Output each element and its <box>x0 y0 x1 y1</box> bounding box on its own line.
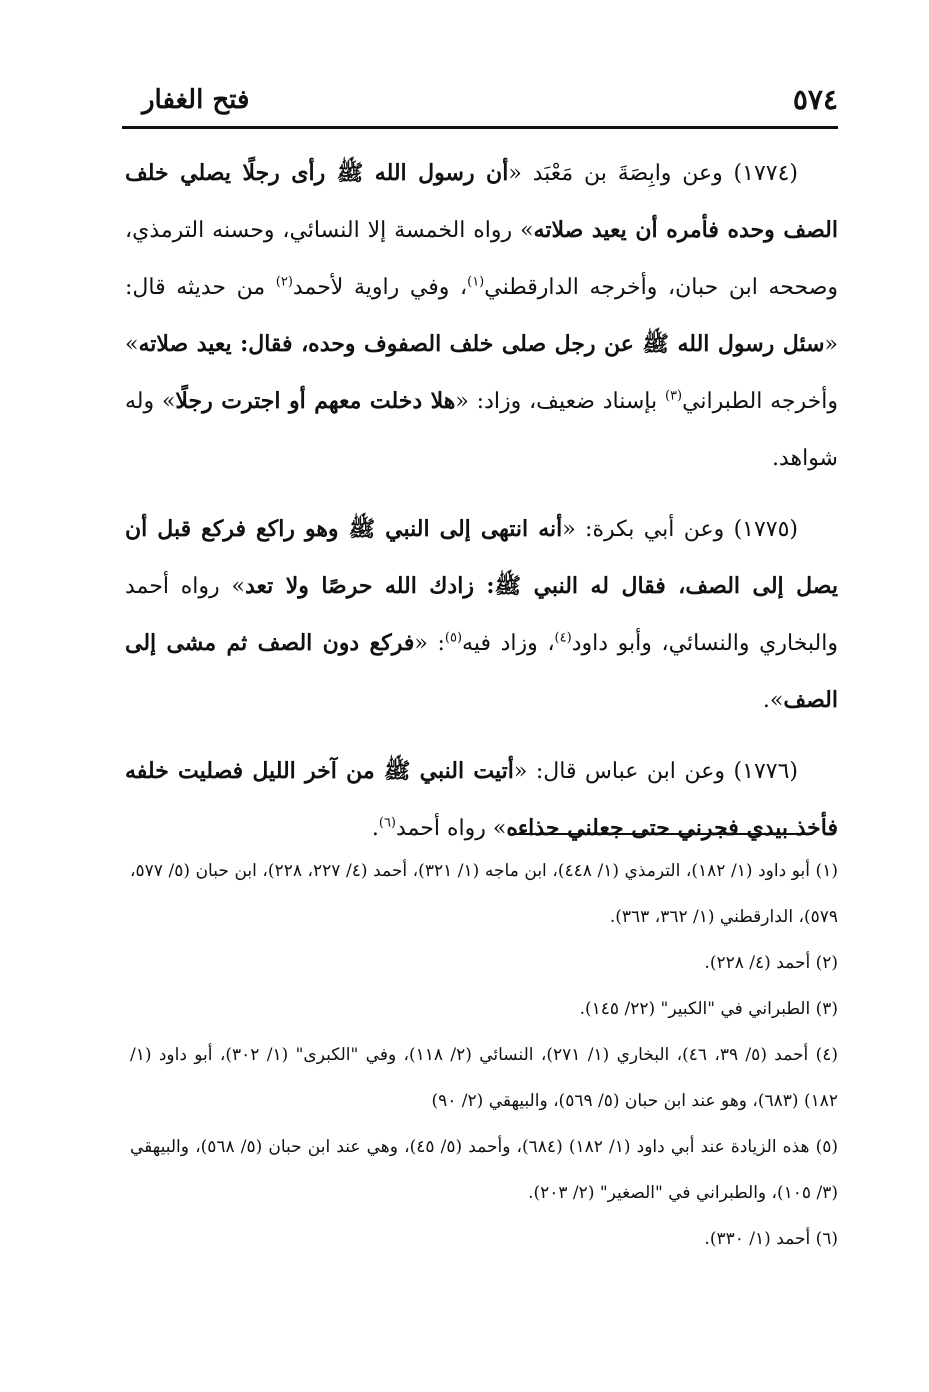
hadith-quote: هلا دخلت معهم أو اجترت رجلًا <box>175 388 456 414</box>
text-run: (١٧٧٤) وعن وابِصَةَ بن مَعْبَد « <box>508 161 799 186</box>
text-run: بإسناد ضعيف، وزاد: « <box>455 389 665 414</box>
footnote-3: (٣) الطبراني في "الكبير" (٢٢/ ١٤٥). <box>579 999 838 1019</box>
text-run: » وله شواهد. <box>125 389 838 471</box>
text-run: . <box>371 816 379 841</box>
text-run: ، وفي راوية لأحمد <box>292 275 468 300</box>
text-run: (١٧٧٦) وعن ابن عباس قال: « <box>513 759 798 784</box>
hadith-quote: أتيت النبي ﷺ من آخر الليل فصليت خلفه فأخذ بيدي فجرني حتى جعلني حذاءه <box>125 758 838 841</box>
main-text <box>125 145 838 871</box>
footnote-ref[interactable]: (٥) <box>444 630 463 646</box>
footnote-1: (١) أبو داود (١/ ١٨٢)، الترمذي (١/ ٤٤٨)، ابن ماجه (١/ ٣٢١)، أحمد (٤/ ٢٢٧، ٢٢٨)، ابن حبان (٥/ ٥٧٧، ٥٧٩)، الدارقطني (١/ ٣٦٢، ٣٦٣). <box>130 861 838 927</box>
text-run: (١٧٧٥) وعن أبي بكرة: « <box>562 517 799 542</box>
text-run: » رواه الخمسة إلا النسائي، وحسنه الترمذي، وصححه ابن حبان، وأخرجه الدارقطني <box>125 218 838 300</box>
footnote-ref[interactable]: (١) <box>467 274 485 290</box>
hadith-quote: أنه انتهى إلى النبي ﷺ وهو راكع فركع قبل أن يصل إلى الصف، فقال له النبي ﷺ: زادك الله حرصًا ولا تعد <box>125 516 838 599</box>
footnote-ref[interactable]: (٢) <box>275 274 293 290</box>
footnote-ref[interactable]: (٣) <box>664 388 683 404</box>
hadith-1776 <box>125 743 838 857</box>
footnote-separator <box>512 833 812 835</box>
hadith-quote: أن رسول الله ﷺ رأى رجلًا يصلي خلف الصف وحده فأمره أن يعيد صلاته <box>125 160 838 243</box>
hadith-1774 <box>125 145 838 487</box>
footnote-ref[interactable]: (٤) <box>554 630 572 646</box>
running-title: فتح الغفار <box>142 85 250 115</box>
hadith-quote: سئل رسول الله ﷺ عن رجل صلى خلف الصفوف وحده، فقال: يعيد صلاته <box>138 331 825 357</box>
footnote-6: (٦) أحمد (١/ ٣٣٠). <box>704 1229 838 1249</box>
hadith-1775 <box>125 501 838 729</box>
footnote-ref[interactable]: (٦) <box>378 815 396 831</box>
footnote-5: (٥) هذه الزيادة عند أبي داود (١/ ١٨٢) (٦٨٤)، وأحمد (٥/ ٤٥)، وهي عند ابن حبان (٥/ ٥٦٨)، والبيهقي (٣/ ١٠٥)، والطبراني في "الصغير" (٢/ ٢٠٣). <box>130 1137 838 1203</box>
text-run: من حديثه قال: « <box>125 275 838 357</box>
text-run: » رواه أحمد <box>396 816 507 841</box>
text-run: » وأخرجه الطبراني <box>125 332 839 414</box>
header-rule <box>122 126 838 129</box>
page-number: ٥٧٤ <box>792 83 838 116</box>
text-run: » رواه أحمد والبخاري والنسائي، وأبو داود <box>125 574 838 656</box>
page-header <box>122 80 838 124</box>
footnotes <box>130 848 838 1262</box>
hadith-quote: فركع دون الصف ثم مشى إلى الصف <box>125 630 838 713</box>
footnote-4: (٤) أحمد (٥/ ٣٩، ٤٦)، البخاري (١/ ٢٧١)، النسائي (٢/ ١١٨)، وفي "الكبرى" (١/ ٣٠٢)، أبو داود (١/ ١٨٢) (٦٨٣)، وهو عند ابن حبان (٥/ ٥٦٩)، والبيهقي (٢/ ٩٠) <box>130 1045 839 1111</box>
text-run: ». <box>762 688 784 713</box>
text-run: ، وزاد فيه <box>462 631 555 656</box>
footnote-2: (٢) أحمد (٤/ ٢٢٨). <box>704 953 838 973</box>
text-run: : « <box>414 631 445 656</box>
